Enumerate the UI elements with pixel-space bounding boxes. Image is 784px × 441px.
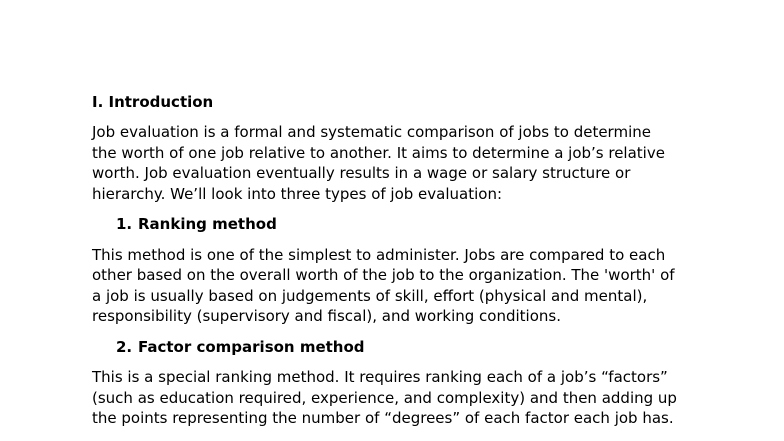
section-heading: I. Introduction [92, 93, 214, 111]
list-title: Ranking method [138, 215, 277, 233]
list-title: Factor comparison method [138, 337, 365, 356]
factor-comparison-heading [92, 337, 702, 358]
list-number: 2. [116, 337, 133, 356]
ranking-method-heading [92, 214, 702, 235]
factor-comparison-paragraph: This is a special ranking method. It requires ranking each of a job’s “factors” (such as education required, experience, and complexity) and then adding up the points representing the number of “degrees” of each factor each job has. [92, 368, 677, 427]
document-page [92, 92, 702, 429]
list-number: 1. [116, 215, 133, 233]
ranking-method-paragraph: This method is one of the simplest to administer. Jobs are compared to each other based on the overall worth of the job to the organization. The 'worth' of a job is usually based on judgements of skill, effort (physical and mental), responsibility (supervisory and fiscal), and working conditions. [92, 245, 675, 325]
intro-paragraph: Job evaluation is a formal and systematic comparison of jobs to determine the worth of one job relative to another. It aims to determine a job’s relative worth. Job evaluation eventually results in a wage or salary structure or hierarchy. We’ll look into three types of job evaluation: [92, 123, 665, 203]
